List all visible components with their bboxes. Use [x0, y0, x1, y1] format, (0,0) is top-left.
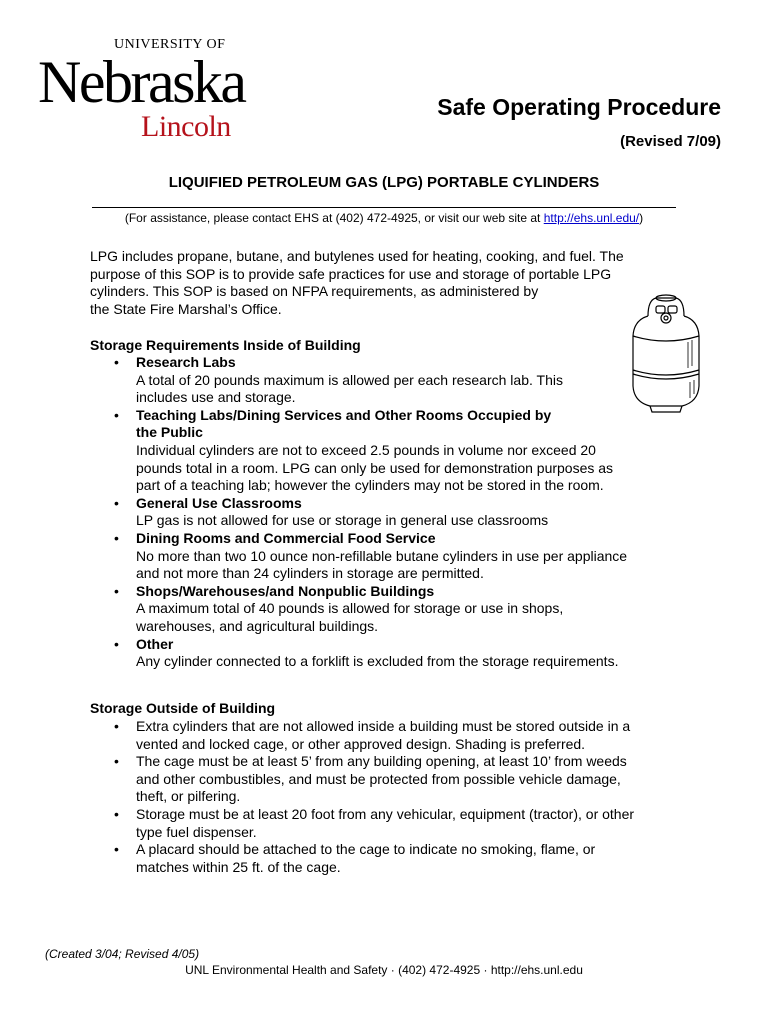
assistance-note	[0, 211, 768, 225]
inside-requirements-list	[114, 354, 714, 671]
footer-contact: UNL Environmental Health and Safety · (402) 472-4925 · http://ehs.unl.edu	[185, 963, 583, 977]
item-title: Research Labs	[136, 354, 236, 370]
item-body: LP gas is not allowed for use or storage in general use classrooms	[136, 512, 549, 529]
item-body: Any cylinder connected to a forklift is excluded from the storage requirements.	[136, 653, 619, 670]
list-item	[114, 354, 714, 407]
list-item	[114, 495, 714, 530]
logo-university-of: UNIVERSITY OF	[114, 37, 226, 52]
item-body: includes use and storage.	[136, 389, 296, 406]
document-heading: LIQUIFIED PETROLEUM GAS (LPG) PORTABLE CYLINDERS	[168, 174, 600, 191]
list-item	[114, 806, 714, 841]
item-body: Storage must be at least 20 foot from any vehicular, equipment (tractor), or other	[136, 805, 635, 822]
bullet: •	[114, 529, 119, 546]
bullet: •	[114, 582, 119, 599]
heading-divider	[92, 207, 676, 208]
bullet: •	[114, 354, 119, 370]
assistance-close: )	[639, 211, 644, 225]
list-item	[114, 407, 714, 495]
bullet: •	[114, 718, 119, 734]
logo-lincoln: Lincoln	[141, 110, 231, 143]
list-item	[114, 718, 714, 753]
intro-line: LPG includes propane, butane, and butylenes used for heating, cooking, and fuel. The	[90, 248, 624, 264]
revision-label: (Revised 7/09)	[620, 133, 721, 150]
intro-paragraph	[90, 248, 690, 318]
unl-logo	[38, 30, 268, 143]
item-title: Dining Rooms and Commercial Food Service	[136, 529, 436, 546]
footer-created-note: (Created 3/04; Revised 4/05)	[45, 947, 200, 961]
item-body: and not more than 24 cylinders in storage are permitted.	[136, 565, 484, 582]
page-title: Safe Operating Procedure	[437, 94, 721, 120]
list-item	[114, 530, 714, 583]
item-body: matches within 25 ft. of the cage.	[136, 858, 341, 875]
item-body: A placard should be attached to the cage to indicate no smoking, flame, or	[136, 841, 596, 858]
item-body: vented and locked cage, or other approved design. Shading is preferred.	[136, 735, 586, 752]
item-body: theft, or pilfering.	[136, 788, 241, 805]
list-item	[114, 753, 714, 806]
bullet: •	[114, 635, 119, 652]
list-item	[114, 841, 714, 876]
item-body: No more than two 10 ounce non-refillable butane cylinders in use per appliance	[136, 547, 628, 564]
item-body: and other combustibles, and must be protected from possible vehicle damage,	[136, 770, 621, 787]
item-title: General Use Classrooms	[136, 494, 302, 511]
intro-line: purpose of this SOP is to provide safe practices for use and storage of portable LPG	[90, 265, 612, 282]
outside-storage-list	[114, 718, 714, 876]
item-body: type fuel dispenser.	[136, 823, 257, 840]
item-body: warehouses, and agricultural buildings.	[136, 617, 379, 634]
ehs-website-link[interactable]: http://ehs.unl.edu/	[543, 211, 640, 225]
bullet: •	[114, 494, 119, 511]
item-body: Individual cylinders are not to exceed 2.5 pounds in volume nor exceed 20	[136, 441, 596, 458]
list-item	[114, 583, 714, 636]
logo-nebraska: Nebraska	[38, 49, 245, 115]
section-title-outside: Storage Outside of Building	[90, 700, 276, 716]
section-title-inside: Storage Requirements Inside of Building	[90, 337, 361, 353]
item-body: part of a teaching lab; however the cylinders may not be stored in the room.	[136, 477, 604, 494]
item-body: The cage must be at least 5’ from any building opening, at least 10’ from weeds	[136, 753, 627, 770]
assistance-text: (For assistance, please contact EHS at (402) 472-4925, or visit our web site at	[124, 211, 544, 225]
item-body: A total of 20 pounds maximum is allowed per each research lab. This	[136, 371, 563, 388]
bullet: •	[114, 406, 119, 423]
item-title: Shops/Warehouses/and Nonpublic Buildings	[136, 582, 435, 599]
intro-line: the State Fire Marshal’s Office.	[90, 300, 282, 317]
item-title: Teaching Labs/Dining Services and Other Rooms Occupied by	[136, 406, 552, 423]
bullet: •	[114, 805, 119, 822]
bullet: •	[114, 753, 119, 770]
item-title: the Public	[136, 424, 203, 441]
item-body: Extra cylinders that are not allowed inside a building must be stored outside in a	[136, 718, 631, 734]
item-body: pounds total in a room. LPG can only be used for demonstration purposes as	[136, 459, 614, 476]
list-item	[114, 636, 714, 671]
item-title: Other	[136, 635, 174, 652]
intro-line: cylinders. This SOP is based on NFPA requirements, as administered by	[90, 283, 539, 300]
bullet: •	[114, 841, 119, 858]
item-body: A maximum total of 40 pounds is allowed for storage or use in shops,	[136, 600, 564, 617]
